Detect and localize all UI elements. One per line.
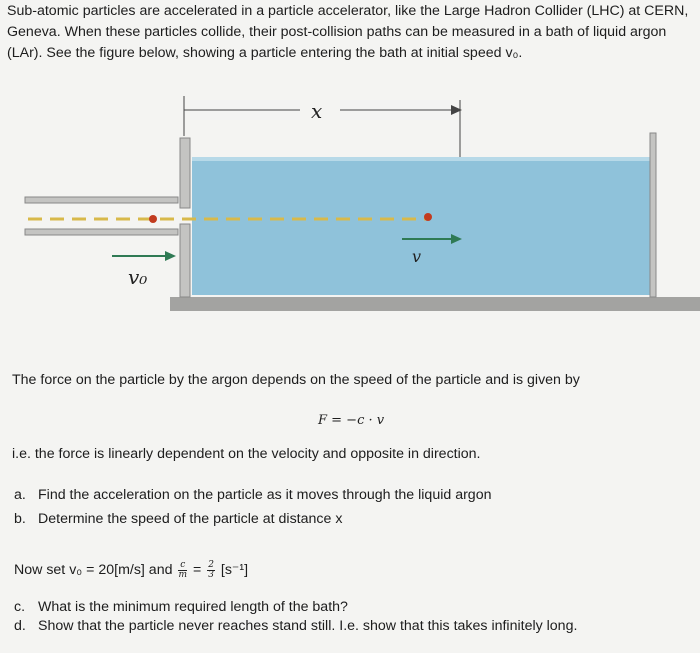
- question-text: Find the acceleration on the particle as it moves through the liquid argon: [38, 487, 492, 503]
- ie-text: i.e. the force is linearly dependent on the velocity and opposite in direction.: [12, 446, 481, 462]
- force-text: The force on the particle by the argon depends on the speed of the particle and is given by: [12, 372, 580, 388]
- fraction-numerator: 2: [208, 559, 214, 570]
- liquid-surface: [192, 157, 650, 161]
- equals-sign: =: [192, 562, 202, 578]
- question-label: d.: [14, 618, 26, 634]
- question-a: [14, 485, 491, 505]
- fraction-numerator: c: [180, 559, 186, 570]
- bath-left-wall-upper: [180, 138, 190, 208]
- fraction-denominator: m: [178, 569, 187, 580]
- bath-left-wall-lower: [180, 224, 190, 297]
- question-text: Determine the speed of the particle at distance x: [38, 511, 343, 527]
- question-label: c.: [14, 599, 26, 615]
- liquid-argon: [192, 157, 650, 295]
- force-equation: F = −c · v: [318, 413, 385, 428]
- v-label: v: [412, 247, 422, 266]
- question-d: [14, 616, 577, 636]
- now-set-line: [14, 560, 248, 580]
- x-label: x: [311, 99, 323, 123]
- bath-right-wall: [650, 133, 656, 297]
- particle-bath-figure: [0, 88, 700, 338]
- fraction-denominator: 3: [208, 569, 214, 580]
- intro-paragraph: Sub-atomic particles are accelerated in a particle accelerator, like the Large Hadron Collider (LHC) at CERN, Geneva. When these particles collide, their post-collision paths can be measured in a bath of liquid argon (LAr). See the figure below, showing a particle entering the bath at initial speed v₀.: [7, 3, 689, 61]
- particle-in-tube: [149, 215, 157, 223]
- unit: [s⁻¹]: [220, 562, 249, 578]
- question-c: [14, 597, 348, 617]
- bath-floor: [170, 297, 700, 311]
- question-text: Show that the particle never reaches stand still. I.e. show that this takes infinitely long.: [38, 618, 578, 634]
- two-thirds-fraction: [207, 561, 215, 580]
- v0-arrowhead: [165, 251, 176, 261]
- question-label: b.: [14, 511, 26, 527]
- tube-upper: [25, 197, 178, 203]
- question-text: What is the minimum required length of the bath?: [38, 599, 348, 615]
- particle-in-bath: [424, 213, 432, 221]
- c-over-m-fraction: [178, 561, 187, 580]
- question-label: a.: [14, 487, 26, 503]
- question-b: [14, 509, 342, 529]
- v0-label: v₀: [128, 265, 148, 289]
- now-set-prefix: Now set v₀ = 20[m/s] and: [14, 562, 173, 578]
- tube-lower: [25, 229, 178, 235]
